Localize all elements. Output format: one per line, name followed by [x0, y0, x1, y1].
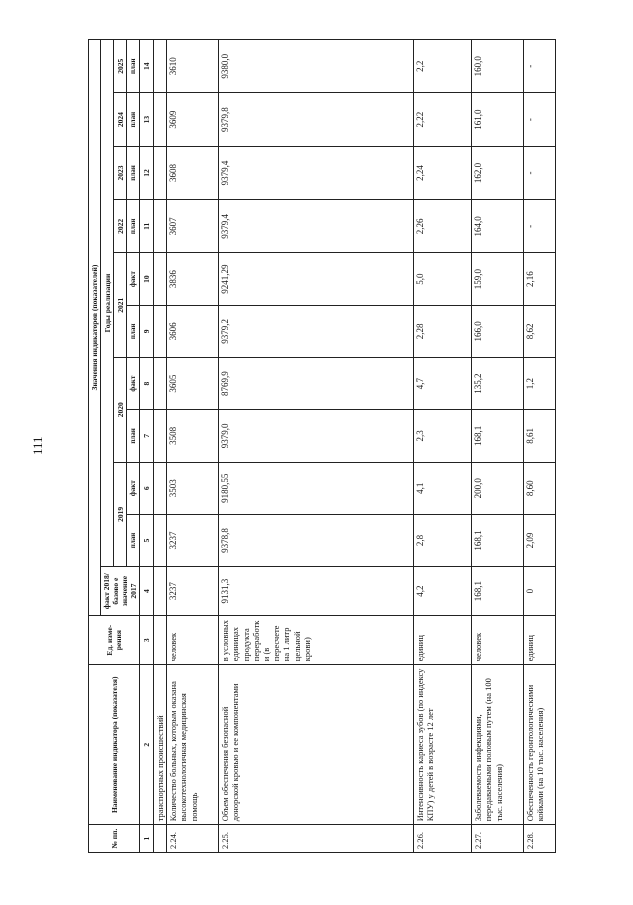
col-number: 3 — [140, 616, 154, 665]
header-year-2022: 2022 — [114, 200, 127, 253]
row-value: 3606 — [167, 305, 219, 357]
row-value: 2,28 — [414, 305, 472, 357]
row-value: 9379,4 — [219, 200, 414, 253]
row-value: 3237 — [167, 514, 219, 566]
col-number: 14 — [140, 40, 154, 93]
row-num: 2.25. — [219, 825, 414, 853]
row-value: 2,24 — [414, 146, 472, 199]
header-year-2019: 2019 — [114, 462, 127, 567]
row-value: 200,0 — [472, 462, 524, 514]
row-value: 9379,2 — [219, 305, 414, 357]
row-value: 168,1 — [472, 567, 524, 616]
row-unit: в условных единицах продукта переработки (в пересчете на 1 литр цельной крови) — [219, 616, 414, 665]
row-value: 3607 — [167, 200, 219, 253]
row-num: 2.26. — [414, 825, 472, 853]
header-num: № пп. — [89, 825, 140, 853]
column-number-row — [140, 40, 154, 853]
row-value: 159,0 — [472, 253, 524, 305]
continuation-text: транспортных происшествий — [154, 665, 167, 825]
row-num: 2.27. — [472, 825, 524, 853]
row-value: 4,1 — [414, 462, 472, 514]
header-plan: план — [127, 410, 140, 462]
row-value: 168,1 — [472, 514, 524, 566]
row-value: 3508 — [167, 410, 219, 462]
header-year-2025: 2025 — [114, 40, 127, 93]
row-value: 9379,0 — [219, 410, 414, 462]
row-value: 164,0 — [472, 200, 524, 253]
row-value: 9380,0 — [219, 40, 414, 93]
col-number: 4 — [140, 567, 154, 616]
table-row — [472, 40, 524, 853]
row-value: 9379,4 — [219, 146, 414, 199]
row-value: 5,0 — [414, 253, 472, 305]
row-value: 4,2 — [414, 567, 472, 616]
row-value: 8,60 — [524, 462, 556, 514]
row-num: 2.24. — [167, 825, 219, 853]
row-unit: человек — [167, 616, 219, 665]
header-plan: план — [127, 146, 140, 199]
table-row — [167, 40, 219, 853]
table-row — [524, 40, 556, 853]
col-number: 2 — [140, 665, 154, 825]
header-fact: факт — [127, 358, 140, 410]
row-value: 4,7 — [414, 358, 472, 410]
row-value: 8,62 — [524, 305, 556, 357]
col-number: 12 — [140, 146, 154, 199]
row-value: 2,8 — [414, 514, 472, 566]
row-value: 3836 — [167, 253, 219, 305]
col-number: 13 — [140, 93, 154, 146]
page-number: 111 — [30, 436, 45, 455]
header-plan: план — [127, 514, 140, 566]
header-year-2024: 2024 — [114, 93, 127, 146]
row-value: 2,22 — [414, 93, 472, 146]
row-value: 3609 — [167, 93, 219, 146]
row-value: 1,2 — [524, 358, 556, 410]
header-fact: факт — [127, 253, 140, 305]
col-number: 10 — [140, 253, 154, 305]
row-value: 2,3 — [414, 410, 472, 462]
header-base: факт 2018/базово е значение 2017 — [101, 567, 140, 616]
row-value: 135,2 — [472, 358, 524, 410]
row-name: Интенсивность кариеса зубов (по индексу КПУ) у детей в возрасте 12 лет — [414, 665, 472, 825]
col-number: 6 — [140, 462, 154, 514]
row-value: 3503 — [167, 462, 219, 514]
row-name: Обеспеченность геронтологическими койками (на 10 тыс. населения) — [524, 665, 556, 825]
header-values-group: Значения индикаторов (показателей) — [89, 40, 101, 616]
col-number: 1 — [140, 825, 154, 853]
row-value: 2,2 — [414, 40, 472, 93]
header-row-1 — [89, 40, 101, 853]
header-plan: план — [127, 93, 140, 146]
row-value: 3608 — [167, 146, 219, 199]
row-value: 166,0 — [472, 305, 524, 357]
header-year-2020: 2020 — [114, 358, 127, 463]
row-value: 8,61 — [524, 410, 556, 462]
header-years-group: Годы реализации — [101, 40, 114, 567]
row-name: Объем обеспечения безопасной донорской кровью и ее компонентами — [219, 665, 414, 825]
indicators-table — [88, 39, 556, 853]
row-value: 9180,55 — [219, 462, 414, 514]
col-number: 11 — [140, 200, 154, 253]
row-unit: человек — [472, 616, 524, 665]
col-number: 8 — [140, 358, 154, 410]
row-value: 9378,8 — [219, 514, 414, 566]
row-value: 2,16 — [524, 253, 556, 305]
header-year-2021: 2021 — [114, 253, 127, 358]
row-value: 162,0 — [472, 146, 524, 199]
table-row — [219, 40, 414, 853]
row-value: 9379,8 — [219, 93, 414, 146]
row-value: 2,09 — [524, 514, 556, 566]
row-value: 3610 — [167, 40, 219, 93]
col-number: 7 — [140, 410, 154, 462]
row-value: - — [524, 93, 556, 146]
header-year-2023: 2023 — [114, 146, 127, 199]
row-value: 2,26 — [414, 200, 472, 253]
header-name: Наименование индикатора (показателя) — [89, 665, 140, 825]
table-row — [414, 40, 472, 853]
row-unit: единиц — [414, 616, 472, 665]
row-value: - — [524, 200, 556, 253]
row-value: 9241,29 — [219, 253, 414, 305]
row-name: Количество больных, которым оказана высокотехнологичная медицинская помощь — [167, 665, 219, 825]
row-value: - — [524, 40, 556, 93]
header-unit: Ед. изме-рения — [89, 616, 140, 665]
row-value: 0 — [524, 567, 556, 616]
row-unit: единиц — [524, 616, 556, 665]
continuation-row — [154, 40, 167, 853]
row-value: 160,0 — [472, 40, 524, 93]
row-value: 9131,3 — [219, 567, 414, 616]
row-value: 161,0 — [472, 93, 524, 146]
header-plan: план — [127, 305, 140, 357]
header-plan: план — [127, 40, 140, 93]
row-value: 3605 — [167, 358, 219, 410]
header-plan: план — [127, 200, 140, 253]
col-number: 9 — [140, 305, 154, 357]
row-num: 2.28. — [524, 825, 556, 853]
col-number: 5 — [140, 514, 154, 566]
row-value: 8769,9 — [219, 358, 414, 410]
rotated-table-wrapper — [88, 39, 628, 853]
row-name: Заболеваемость инфекциями, передаваемыми половым путем (на 100 тыс. населения) — [472, 665, 524, 825]
row-value: 3237 — [167, 567, 219, 616]
header-fact: факт — [127, 462, 140, 514]
row-value: 168,1 — [472, 410, 524, 462]
row-value: - — [524, 146, 556, 199]
